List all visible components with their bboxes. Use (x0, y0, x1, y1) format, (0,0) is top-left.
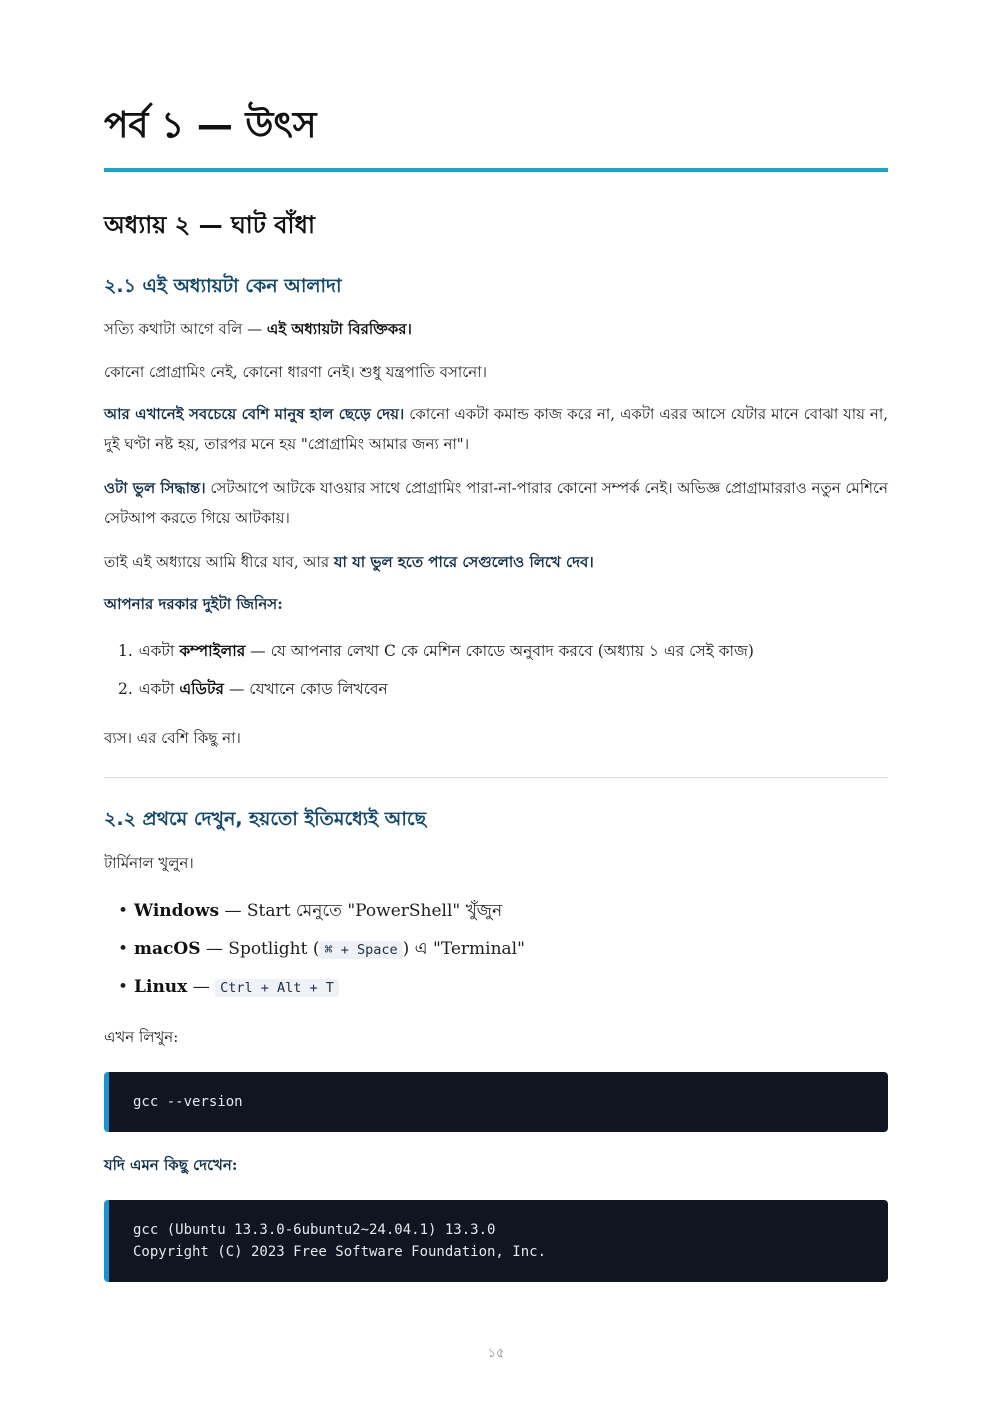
list-item-description: — যেখানে কোড লিখবেন (223, 680, 388, 698)
list-item-prefix: একটা (138, 680, 180, 698)
keyboard-shortcut: Ctrl + Alt + T (215, 979, 339, 997)
paragraph-go-slow-emphasis: যা যা ভুল হতে পারে সেগুলোও লিখে দেব। (333, 553, 594, 571)
list-item-term: এডিটর (179, 679, 224, 698)
os-name: Windows (134, 901, 220, 921)
terminal-os-list (118, 892, 525, 1006)
os-name: macOS (134, 939, 201, 959)
list-item-number: 2. (118, 680, 133, 698)
paragraph-no-programming: কোনো প্রোগ্রামিং নেই, কোনো ধারণা নেই। শুধু যন্ত্রপাতি বসানো। (104, 363, 487, 381)
paragraph-if-you-see-emphasis: যদি এমন কিছু দেখেন: (104, 1156, 238, 1174)
paragraph-wrong-decision-text: সেটআপে আটকে যাওয়ার সাথে প্রোগ্রামিং পারা-না-পারার কোনো সম্পর্ক নেই। অভিজ্ঞ প্রোগ্রামাররাও নতুন মেশিনে সেটআপ করতে গিয়ে আটকায়। (104, 479, 888, 527)
paragraph-give-up (104, 399, 888, 459)
page-number: ১৫ (487, 1346, 505, 1361)
os-instruction: — Spotlight ( (200, 939, 320, 959)
os-instruction: — (187, 977, 216, 997)
list-item-prefix: একটা (138, 642, 180, 660)
os-name: Linux (134, 977, 188, 997)
list-item-term: কম্পাইলার (179, 641, 246, 660)
bullet-icon: • (118, 901, 129, 921)
paragraph-intro (104, 314, 888, 344)
code-block-command (104, 1072, 888, 1132)
section-divider (104, 777, 888, 778)
paragraph-give-up-text: কোনো একটা কমান্ড কাজ করে না, একটা এরর আসে যেটার মানে বোঝা যায় না, দুই ঘণ্টা নষ্ট হয়, তারপর মনে হয় "প্রোগ্রামিং আমার জন্য না"। (104, 405, 888, 453)
paragraph-now-type: এখন লিখুন: (104, 1028, 179, 1046)
code-line: Copyright (C) 2023 Free Software Foundation, Inc. (133, 1244, 547, 1260)
bullet-icon: • (118, 977, 129, 997)
keyboard-shortcut: ⌘ + Space (319, 941, 402, 959)
paragraph-two-things (104, 589, 888, 619)
part-title-rule (104, 168, 888, 172)
code-block-output (104, 1200, 888, 1282)
section-2-1-title: ২.১ এই অধ্যায়টা কেন আলাদা (104, 275, 342, 297)
paragraph-go-slow (104, 547, 888, 577)
paragraph-intro-text: সত্যি কথাটা আগে বলি — (104, 320, 267, 338)
list-item-description: — যে আপনার লেখা C কে মেশিন কোডে অনুবাদ করবে (অধ্যায় ১ এর সেই কাজ) (245, 642, 754, 660)
list-item-number: 1. (118, 642, 133, 660)
paragraph-wrong-decision (104, 473, 888, 533)
list-item (118, 632, 754, 670)
chapter-title: অধ্যায় ২ — ঘাট বাঁধা (104, 211, 315, 239)
paragraph-two-things-emphasis: আপনার দরকার দুইটা জিনিস: (104, 595, 283, 613)
code-line: gcc (Ubuntu 13.3.0-6ubuntu2~24.04.1) 13.3.0 (133, 1222, 496, 1238)
list-item (118, 968, 525, 1006)
paragraph-wrong-decision-emphasis: ওটা ভুল সিদ্ধান্ত। (104, 479, 206, 497)
paragraph-if-you-see (104, 1150, 888, 1180)
requirements-list (118, 632, 754, 708)
os-instruction-after: ) এ "Terminal" (402, 939, 525, 959)
code-line: gcc --version (133, 1094, 243, 1110)
list-item (118, 930, 525, 968)
bullet-icon: • (118, 939, 129, 959)
list-item (118, 670, 754, 708)
paragraph-thats-it: ব্যস। এর বেশি কিছু না। (104, 729, 241, 747)
list-item (118, 892, 525, 930)
paragraph-open-terminal: টার্মিনাল খুলুন। (104, 854, 194, 872)
os-instruction: — Start মেনুতে "PowerShell" খুঁজুন (219, 901, 503, 921)
paragraph-go-slow-text: তাই এই অধ্যায়ে আমি ধীরে যাব, আর (104, 553, 334, 571)
paragraph-intro-emphasis: এই অধ্যায়টা বিরক্তিকর। (266, 320, 412, 338)
section-2-2-title: ২.২ প্রথমে দেখুন, হয়তো ইতিমধ্যেই আছে (104, 808, 427, 830)
part-title: পর্ব ১ — উৎস (104, 105, 317, 146)
paragraph-give-up-emphasis: আর এখানেই সবচেয়ে বেশি মানুষ হাল ছেড়ে দেয়। (104, 405, 405, 423)
